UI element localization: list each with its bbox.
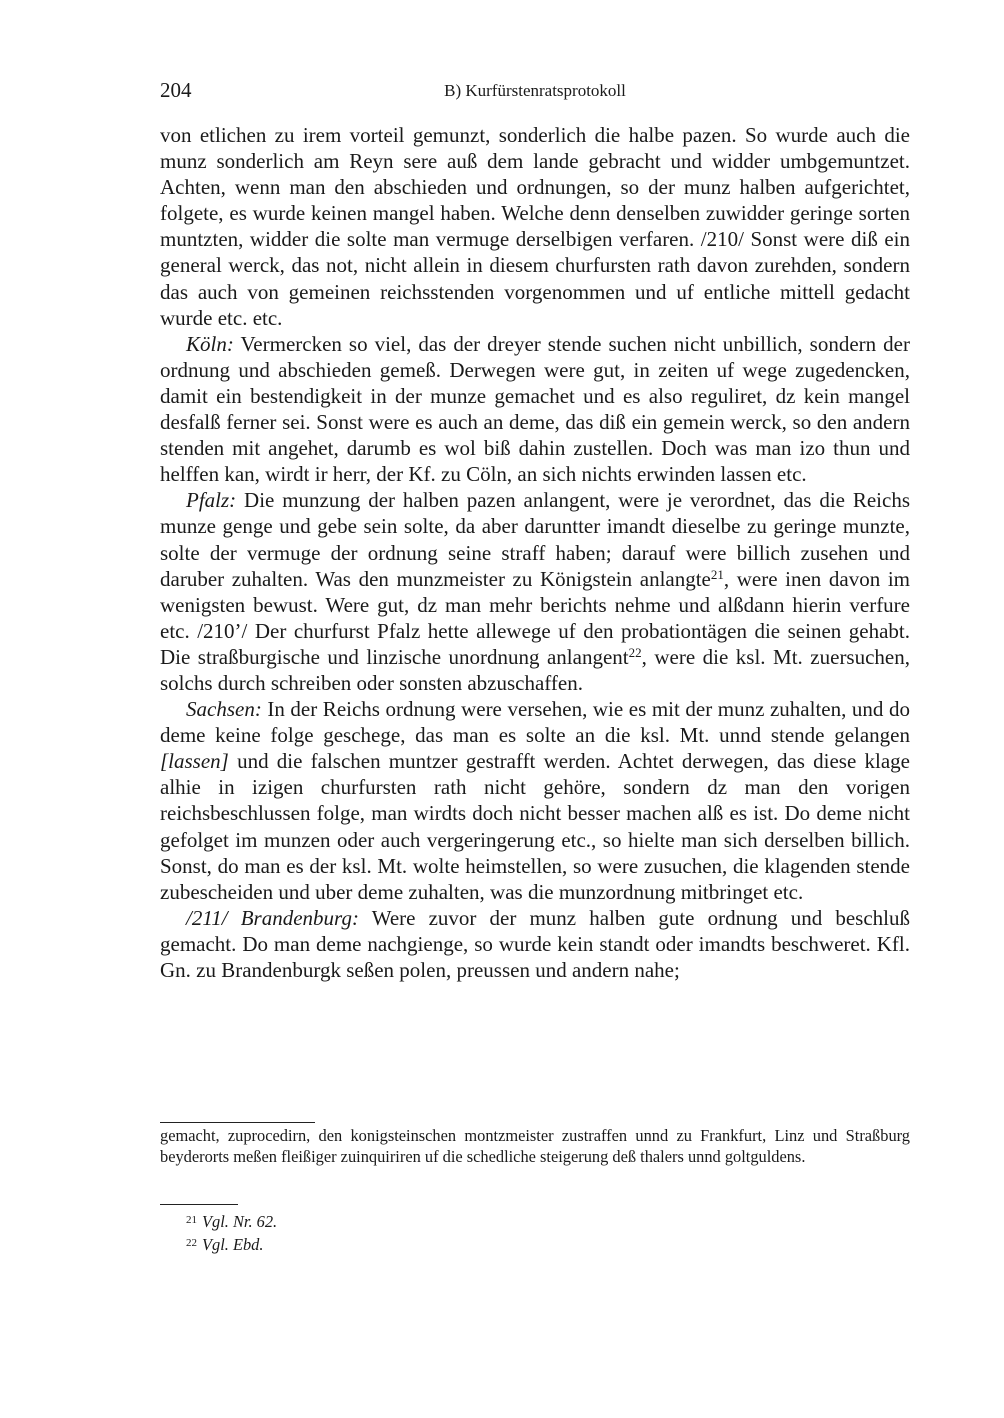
paragraph-brandenburg	[160, 905, 910, 983]
paragraph-text: Were zuvor der munz halben gute ordnung und beschluß gemacht. Do man deme nachgienge, so wurde kein standt oder imandts beschweret. Kfl. Gn. zu Brandenburgk seßen polen, preussen und andern nahe;	[160, 905, 911, 982]
main-text	[160, 122, 910, 983]
footnote-separator	[160, 1204, 238, 1205]
footnote-list	[160, 1210, 910, 1255]
paragraph-pfalz	[160, 487, 910, 696]
editorial-emendation: [lassen]	[160, 749, 229, 774]
footnote-21	[160, 1210, 910, 1233]
paragraph-text: , were inen davon im wenigsten bewust. Were gut, dz man mehr berichts nehme und alßdann hierin verfure etc. /210’/ Der churfurst Pfalz hette allewege uf den probationtägen die seinen gehabt. Die straßburgische und linzische unordnung anlangent	[160, 566, 910, 669]
footnote-22	[160, 1233, 910, 1256]
paragraph-sachsen	[160, 696, 910, 905]
paragraph-intro	[160, 122, 910, 331]
speaker-label: /211/ Brandenburg:	[186, 905, 359, 930]
footnote-number: 21	[186, 1214, 197, 1226]
speaker-label: Pfalz:	[186, 488, 237, 513]
footnote-ref-22[interactable]: 22	[628, 644, 642, 660]
document-page	[160, 78, 911, 1254]
paragraph-koeln	[160, 331, 910, 488]
footnote-separator	[160, 1122, 315, 1123]
page-header	[160, 78, 910, 106]
paragraph-text: Vermercken so viel, das der dreyer stende suchen nicht unbillich, sondern der ordnung und abschieden gemeß. Derwegen were gut, in zeiten uf wege zugedencken, damit ein bestendigkeit in der munze gemachet und es also reguliret, dz kein mangel desfalß ferner sei. Sonst were es auch an deme, das diß ein gemein werck, so den andern stenden mit angehet, darumb es wol biß dahin zustellen. Doch was man izo thun und helffen kan, wirdt ir herr, der Kf. zu Cöln, an sich nichts erwinden lassen etc.	[160, 331, 910, 487]
paragraph-text: Die munzung der halben pazen anlangent, were je verordnet, das die Reichs munze genge und gebe sein solte, da aber daruntter imandt dieselbe zu geringe munzte, solte der vermuge der ordnung seine straff haben; darauf were billich zusehen und daruber zuhalten. Was den munzmeister zu Königstein anlangte	[160, 488, 910, 591]
running-head: B) Kurfürstenratsprotokoll	[444, 81, 626, 100]
footnote-text: Vgl. Nr. 62.	[202, 1212, 278, 1231]
paragraph-text: , were die ksl. Mt. zuersuchen, solchs durch schreiben oder sonsten abzuschaffen.	[160, 644, 910, 695]
footnote-text: Vgl. Ebd.	[202, 1234, 264, 1254]
paragraph-text: von etlichen zu irem vorteil gemunzt, sonderlich die halbe pazen. So wurde auch die munz sonderlich am Reyn sere auß dem lande gebracht und widder umbgemuntzet. Achten, wenn man den abschieden und ordnungen, so der munz halben aufgerichtet, folgete, es wurde keinen mangel haben. Welche denn denselben zuwidder geringe sorten muntzten, widder die solte man vermuge derselbigen verfaren. /210/ Sonst were diß ein general werck, das not, nicht allein in diesem churfursten rath davon zurehden, sondern das auch von gemeinen reichsstenden vorgenommen und uf entliche mittell gedacht wurde etc. etc.	[160, 123, 910, 330]
footnote-number: 22	[186, 1236, 197, 1249]
footnote-continuation: gemacht, zuprocedirn, den konigsteinschen montzmeister zustraffen unnd zu Frankfurt, Linz und Straßburg beyderorts meßen fleißiger zuinquiriren uf die schedliche steigerung deß thalers unnd goltguldens.	[160, 1126, 910, 1166]
speaker-label: Sachsen:	[186, 697, 262, 722]
footnote-ref-21[interactable]: 21	[710, 566, 724, 582]
paragraph-text: und die falschen muntzer gestrafft werden. Achtet derwegen, das diese klage alhie in izigen churfursten rath nicht gehöre, sondern dz man den vorigen reichsbeschlussen folge, man wirdts doch nicht besser machen alß es ist. Do deme nicht gefolget im munzen oder auch vergeringerung etc., so hielte man sich derselben billich. Sonst, do man es der ksl. Mt. wolte heimstellen, so were zusuchen, die klagenden stende zubescheiden und uber deme zuhalten, was die munzordnung mitbringet etc.	[160, 749, 910, 904]
speaker-label: Köln:	[186, 331, 234, 356]
paragraph-text: In der Reichs ordnung were versehen, wie es mit der munz zuhalten, und do deme keine folge geschege, das man es solte an die ksl. Mt. unnd stende gelangen	[160, 697, 910, 748]
page-number: 204	[160, 78, 192, 102]
